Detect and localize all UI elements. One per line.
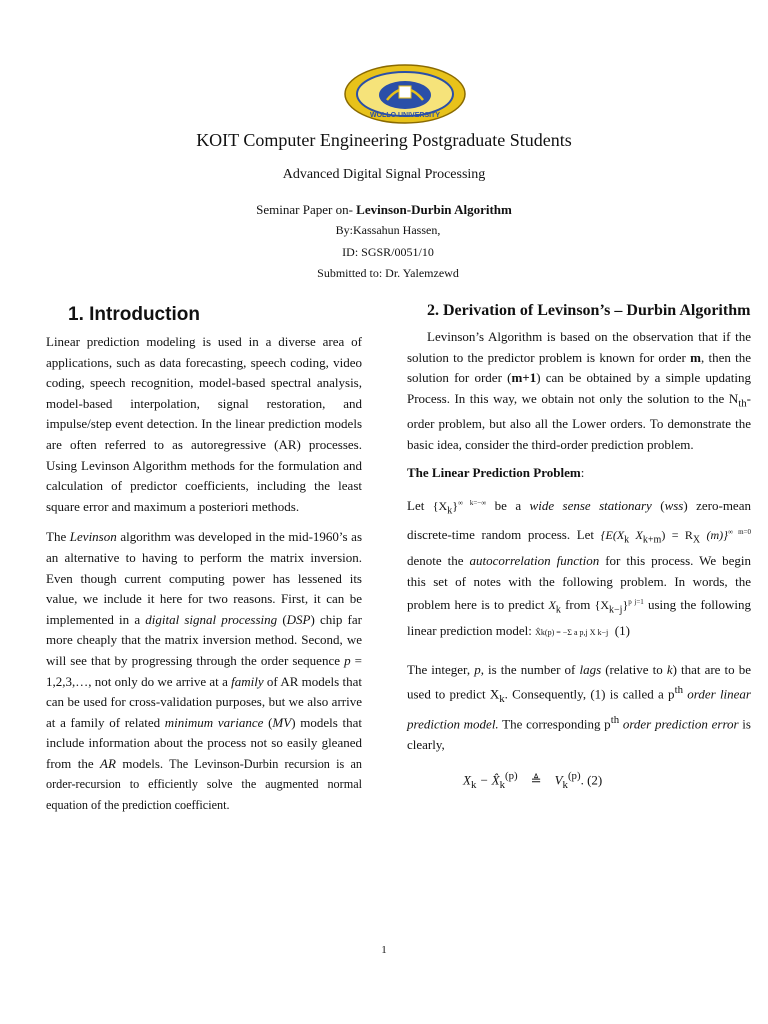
university-logo: [343, 64, 467, 124]
right-column: [407, 300, 751, 790]
logo-text: WOLLO UNIVERSITY: [370, 112, 440, 119]
derivation-heading: 2. Derivation of Levinson’s – Durbin Algorithm: [427, 302, 751, 319]
lags-paragraph: The integer, p, is the number of lags (relative to k) that are to be used to predict $X_k$. Consequently, (1) is called a $p^{th}$ order linear prediction model. The corresponding $p^{th}$ order prediction error is clearly,: [407, 661, 751, 752]
seminar-topic: Levinson-Durbin Algorithm: [356, 202, 512, 217]
seminar-prefix: Seminar Paper on-: [256, 202, 357, 217]
student-id: ID: SGSR/0051/10: [342, 245, 434, 259]
intro-paragraph-2: The Levinson algorithm was developed in the mid-1960’s as an alternative to having to perform the matrix inversion. Even though current computing power has lessened its value, we include it here for two reasons. First, it can be implemented in a digital signal processing (DSP) chip far more cheaply that the matrix inversion method. Second, we will see that by progressing through the order sequence p = 1,2,3,…, not only do we arrive at a family of AR models that can be used for cross-validation purposes, but we also arrive at a family of related minimum variance (MV) models that include information about the process not so easily gleaned from the AR models. The Levinson-Durbin recursion is an order-recursion to efficiently solve the augmented normal equation of the prediction coefficient.: [46, 529, 363, 813]
submitted-to: Submitted to: Dr. Yalemzewd: [317, 266, 459, 280]
introduction-heading: 1. Introduction: [68, 304, 200, 325]
derivation-paragraph-1: Levinson’s Algorithm is based on the observation that if the solution to the predictor problem is known for order m, then the solution for order (m+1) can be obtained by a simple updating Process. In this way, we obtain not only the solution to the $N_{th}$-order problem, but also all the Lower orders. To demonstrate the basic idea, consider the third-order prediction problem.: [407, 329, 752, 452]
linear-prediction-paragraph: Let $\{X_k\}^{\infty k=-\infty}$ be a wide sense stationary (wss) zero-mean discrete-time random process. Let {$E(X_k$ $X_{k+m}) = R_X$ (m)}$^{\infty m=0}$ denote the autocorrelation function for this process. We begin this set of notes with the following problem. In words, the problem here is to predict $X_k$ from $\{X_{k-j}\}^{p j=1}$ using the following linear prediction model: X̂k(p) = −Σ a p,j X k−j (1): [407, 498, 751, 639]
sequence-xk: $\{X_k\}^{\infty k=-\infty}$: [432, 499, 487, 517]
equation-1-number: (1): [614, 623, 630, 639]
course-title: Advanced Digital Signal Processing: [282, 167, 486, 182]
sequence-xkj: $\{X_{k-j}\}^{p j=1}$: [594, 598, 644, 616]
left-column: [46, 300, 362, 826]
page-number: 1: [381, 944, 387, 956]
author-line: By:Kassahun Hassen,: [335, 223, 441, 237]
prediction-error-equation: $X_k$ − $X̂_k^{(p)}$ ≜ $V_k^{(p)}$. (2): [463, 769, 603, 791]
wollo-university-seal-icon: [343, 64, 467, 124]
model-equation: X̂k(p) = −Σ a p,j X k−j: [535, 628, 609, 638]
seminar-line: [0, 202, 768, 218]
intro-paragraph-1: Linear prediction modeling is used in a diverse area of applications, such as data forecasting, speech coding, video coding, speech recognition, model-based spectral analysis, model-based interpolation, signal restoration, and impulse/step event detection. In the linear prediction models are often referred to as autoregressive (AR) processes. Using Levinson Algorithm methods for the formulation and calculation of predictor coefficients, including the least square error and maximum a posteriori methods.: [46, 334, 362, 514]
autocorrelation-expression: {$E(X_k$ $X_{k+m}) = R_X$ (m)}$^{\infty m=0}$: [600, 528, 751, 546]
linear-prediction-heading: The Linear Prediction Problem:: [407, 465, 585, 481]
organization-title: KOIT Computer Engineering Postgraduate Students: [196, 130, 572, 150]
